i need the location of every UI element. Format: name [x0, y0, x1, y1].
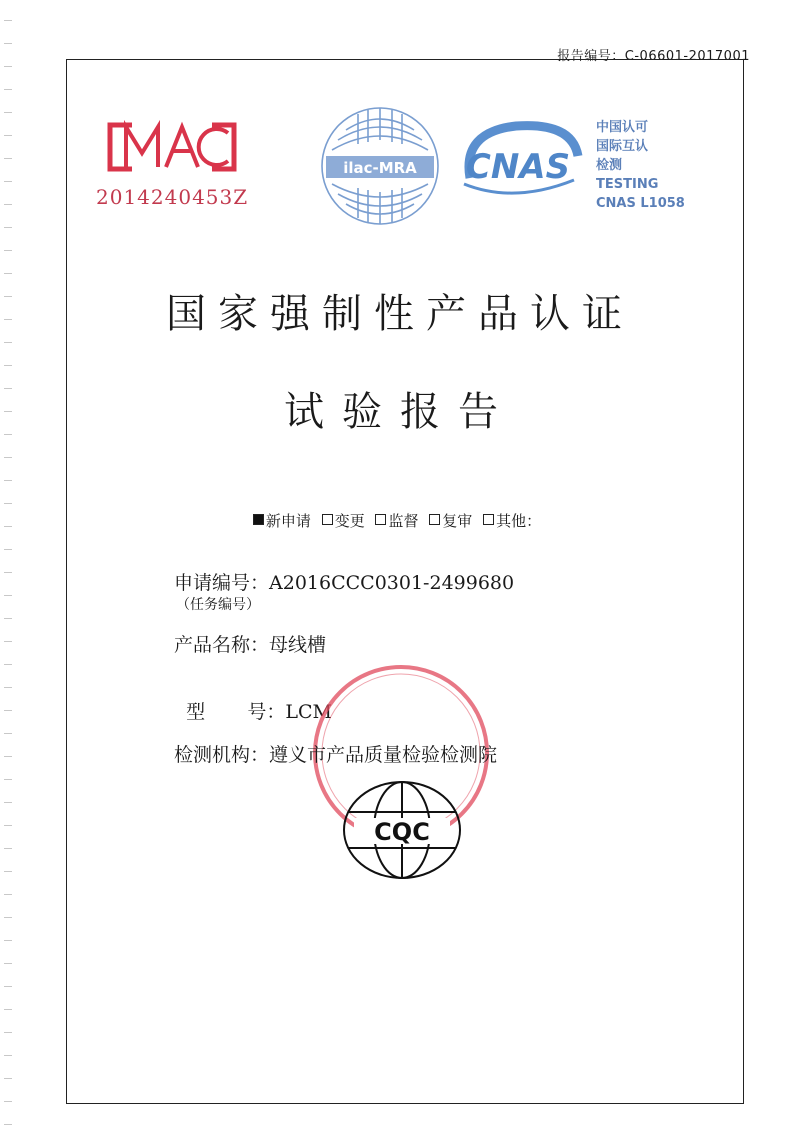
- task-number-label: （任务编号）: [176, 597, 260, 613]
- scan-tick: [4, 940, 12, 941]
- scan-tick: [4, 1078, 12, 1079]
- application-number-label: 申请编号：: [174, 572, 270, 594]
- checkbox-icon: [322, 514, 333, 525]
- checkbox-icon: [483, 514, 494, 525]
- svg-text:CNAS: CNAS: [465, 147, 571, 187]
- scan-tick: [4, 503, 12, 504]
- scan-tick: [4, 227, 12, 228]
- scan-tick: [4, 917, 12, 918]
- option-supervision[interactable]: 监督: [375, 512, 418, 530]
- scan-tick: [4, 618, 12, 619]
- scan-tick: [4, 135, 12, 136]
- scan-tick: [4, 710, 12, 711]
- model-value: LCM: [285, 701, 332, 723]
- scan-tick: [4, 963, 12, 964]
- cqc-logo: [340, 778, 464, 882]
- report-number: 报告编号：C-06601-2017001: [557, 49, 750, 64]
- scan-tick: [4, 595, 12, 596]
- scan-tick: [4, 112, 12, 113]
- svg-text:ilac-MRA: ilac-MRA: [343, 159, 417, 177]
- checkbox-checked-icon: [253, 514, 264, 525]
- scan-tick: [4, 664, 12, 665]
- scan-tick: [4, 572, 12, 573]
- scan-tick: [4, 1009, 12, 1010]
- scan-tick: [4, 250, 12, 251]
- scan-tick: [4, 894, 12, 895]
- ilac-mra-logo: [318, 104, 442, 228]
- application-type-options: [0, 510, 800, 531]
- scan-tick: [4, 871, 12, 872]
- scan-tick: [4, 1124, 12, 1125]
- document-subtitle: 试验报告: [284, 389, 516, 435]
- scan-tick: [4, 756, 12, 757]
- scan-tick: [4, 20, 12, 21]
- testing-lab-value: 遵义市产品质量检验检测院: [269, 744, 498, 766]
- scan-edge-ticks: [0, 0, 14, 1141]
- scan-tick: [4, 480, 12, 481]
- checkbox-icon: [429, 514, 440, 525]
- scan-tick: [4, 641, 12, 642]
- scan-tick: [4, 365, 12, 366]
- scan-tick: [4, 733, 12, 734]
- scan-tick: [4, 687, 12, 688]
- option-review[interactable]: 复审: [429, 512, 472, 530]
- scan-tick: [4, 1101, 12, 1102]
- scan-tick: [4, 66, 12, 67]
- scan-tick: [4, 273, 12, 274]
- scan-tick: [4, 457, 12, 458]
- cnas-accreditation-text: 中国认可 国际互认 检测 TESTING CNAS L1058: [596, 120, 685, 211]
- scan-tick: [4, 848, 12, 849]
- cma-number: 2014240453Z: [96, 185, 249, 209]
- scan-tick: [4, 1032, 12, 1033]
- scan-tick: [4, 342, 12, 343]
- scan-tick: [4, 43, 12, 44]
- option-other[interactable]: 其他：: [483, 512, 541, 530]
- scan-tick: [4, 779, 12, 780]
- option-new-application[interactable]: 新申请: [253, 512, 311, 530]
- scan-tick: [4, 158, 12, 159]
- product-name-row: [174, 630, 326, 657]
- checkbox-icon: [375, 514, 386, 525]
- document-title: 国家强制性产品认证: [166, 291, 634, 337]
- application-number-value: A2016CCC0301-2499680: [269, 572, 515, 594]
- cnas-logo: [454, 118, 584, 204]
- product-name-label: 产品名称：: [174, 634, 270, 656]
- testing-lab-label: 检测机构：: [174, 744, 270, 766]
- application-number-row: [174, 568, 514, 595]
- scan-tick: [4, 986, 12, 987]
- scan-tick: [4, 802, 12, 803]
- svg-text:CQC: CQC: [374, 818, 430, 846]
- scan-tick: [4, 1055, 12, 1056]
- scan-tick: [4, 549, 12, 550]
- product-name-value: 母线槽: [269, 634, 327, 656]
- model-label: 型 号：: [186, 701, 286, 723]
- scan-tick: [4, 181, 12, 182]
- option-change[interactable]: 变更: [322, 512, 365, 530]
- testing-lab-row: [174, 740, 497, 767]
- scan-tick: [4, 825, 12, 826]
- scan-tick: [4, 89, 12, 90]
- scan-tick: [4, 204, 12, 205]
